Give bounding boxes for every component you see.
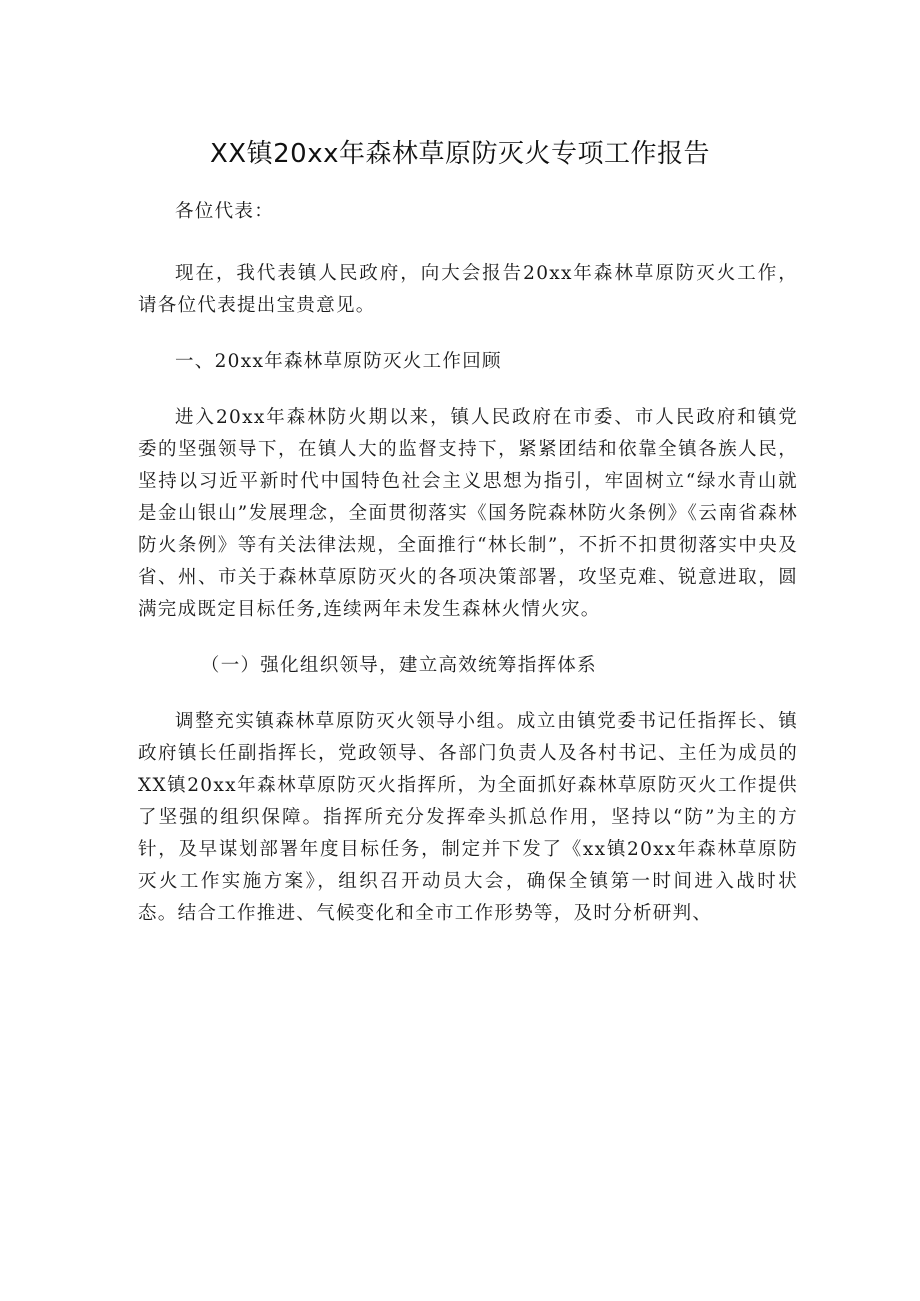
paragraph-review: 进入20xx年森林防火期以来，镇人民政府在市委、市人民政府和镇党委的坚强领导下，在镇人大的监督支持下，紧紧团结和依靠全镇各族人民，坚持以习近平新时代中国特色社会主义思想为指引，牢固树立“绿水青山就是金山银山”发展理念，全面贯彻落实《国务院森林防火条例》《云南省森林防火条例》等有关法律法规，全面推行“林长制”，不折不扣贯彻落实中央及省、州、市关于森林草原防灭火的各项决策部署，攻坚克难、锐意进取，圆满完成既定目标任务,连续两年未发生森林火情火灾。 <box>138 407 798 620</box>
salutation: 各位代表： <box>175 201 275 222</box>
subsection-heading-organization: （一）强化组织领导，建立高效统筹指挥体系 <box>200 655 597 676</box>
document-body <box>138 196 798 954</box>
paragraph-organization: 调整充实镇森林草原防灭火领导小组。成立由镇党委书记任指挥长、镇政府镇长任副指挥长，党政领导、各部门负责人及各村书记、主任为成员的XX镇20xx年森林草原防灭火指挥所，为全面抓好森林草原防灭火工作提供了坚强的组织保障。指挥所充分发挥牵头抓总作用，坚持以“防”为主的方针，及早谋划部署年度目标任务，制定并下发了《xx镇20xx年森林草原防灭火工作实施方案》，组织召开动员大会，确保全镇第一时间进入战时状态。结合工作推进、气候变化和全市工作形势等，及时分析研判、 <box>138 711 798 924</box>
section-heading-review: 一、20xx年森林草原防灭火工作回顾 <box>175 351 502 372</box>
paragraph-intro: 现在，我代表镇人民政府，向大会报告20xx年森林草原防灭火工作，请各位代表提出宝贵意见。 <box>138 263 798 316</box>
document-title: XX镇20xx年森林草原防灭火专项工作报告 <box>210 139 710 169</box>
